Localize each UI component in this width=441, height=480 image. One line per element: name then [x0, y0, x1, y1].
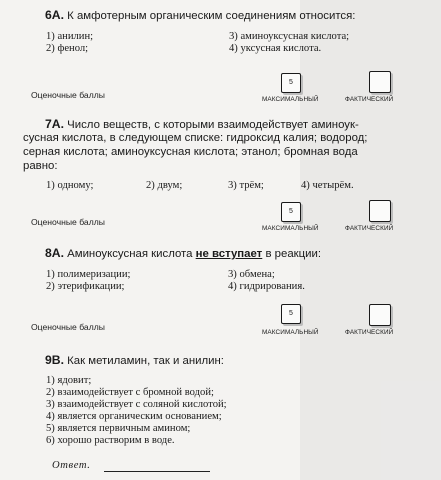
q6-option-4: 4) уксусная кислота. — [229, 43, 322, 54]
actual-caption-8a: ФАКТИЧЕСКИЙ — [345, 329, 394, 336]
max-score-box-7a: 5 — [281, 202, 301, 222]
q7-option-1: 1) одному; — [46, 180, 94, 191]
answer-input-line[interactable] — [104, 471, 210, 472]
question-number: 9В. — [45, 353, 64, 367]
max-caption-8a: МАКСИМАЛЬНЫЙ — [262, 329, 319, 336]
question-text-line1: Число веществ, с которыми взаимодействует аминоук- — [67, 119, 359, 131]
question-text: Как метиламин, так и анилин: — [67, 355, 224, 367]
q8-option-4: 4) гидрирования. — [228, 281, 305, 292]
question-number: 6А. — [45, 8, 64, 22]
q7-option-4: 4) четырём. — [301, 180, 354, 191]
question-emphasis: не вступает — [195, 248, 263, 260]
actual-caption-7a: ФАКТИЧЕСКИЙ — [345, 225, 394, 232]
max-caption-6a: МАКСИМАЛЬНЫЙ — [262, 96, 319, 103]
q8-option-3: 3) обмена; — [228, 269, 275, 280]
question-9b-title — [45, 354, 224, 369]
question-number: 7А. — [45, 117, 64, 131]
q9-option-2: 2) взаимодействует с бромной водой; — [46, 387, 214, 398]
actual-score-box-7a[interactable] — [369, 200, 391, 222]
question-8a-title — [45, 247, 321, 262]
q9-option-3: 3) взаимодействует с соляной кислотой; — [46, 399, 227, 410]
q8-option-2: 2) этерификации; — [46, 281, 125, 292]
max-score-box-8a: 5 — [281, 304, 301, 324]
q6-option-3: 3) аминоуксусная кислота; — [229, 31, 350, 42]
question-7a-line2: сусная кислота, в следующем списке: гидроксид калия; водород; — [23, 132, 368, 144]
actual-caption-6a: ФАКТИЧЕСКИЙ — [345, 96, 394, 103]
question-7a-line4: равно: — [23, 160, 58, 172]
question-text: Аминоуксусная кислота — [67, 248, 193, 260]
question-6a-title — [45, 9, 355, 24]
q6-option-1: 1) анилин; — [46, 31, 94, 42]
question-number: 8А. — [45, 246, 64, 260]
q9-option-5: 5) является первичным амином; — [46, 423, 191, 434]
q9-option-4: 4) является органическим основанием; — [46, 411, 222, 422]
question-7a-line3: серная кислота; аминоуксусная кислота; этанол; бромная вода — [23, 146, 358, 158]
q9-option-6: 6) хорошо растворим в воде. — [46, 435, 175, 446]
q7-option-2: 2) двум; — [146, 180, 183, 191]
actual-score-box-8a[interactable] — [369, 304, 391, 326]
q6-option-2: 2) фенол; — [46, 43, 89, 54]
q7-option-3: 3) трём; — [228, 180, 264, 191]
score-label-7a: Оценочные баллы — [31, 217, 105, 227]
question-text: К амфотерным органическим соединениям относится: — [67, 10, 356, 22]
question-text-after: в реакции: — [265, 248, 322, 260]
q9-option-1: 1) ядовит; — [46, 375, 92, 386]
max-caption-7a: МАКСИМАЛЬНЫЙ — [262, 225, 319, 232]
q8-option-1: 1) полимеризации; — [46, 269, 131, 280]
max-score-box-6a: 5 — [281, 73, 301, 93]
actual-score-box-6a[interactable] — [369, 71, 391, 93]
score-label-8a: Оценочные баллы — [31, 322, 105, 332]
question-7a-title — [45, 118, 425, 133]
score-label-6a: Оценочные баллы — [31, 90, 105, 100]
answer-label: Ответ. — [52, 460, 91, 471]
